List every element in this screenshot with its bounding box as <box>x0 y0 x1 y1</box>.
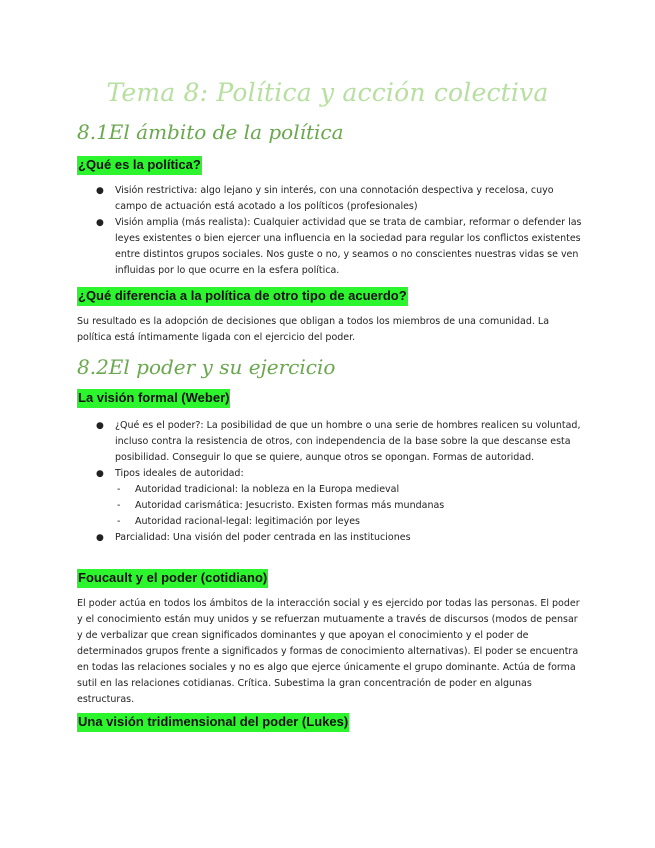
section-heading-politica: 8.1El ámbito de la política <box>77 120 344 144</box>
subheading-lukes: Una visión tridimensional del poder (Lukes) <box>77 713 349 732</box>
section-heading-poder: 8.2El poder y su ejercicio <box>77 355 336 379</box>
document-title: Tema 8: Política y acción colectiva <box>106 78 549 107</box>
list-item <box>77 215 582 279</box>
bullet-list-weber <box>77 418 582 546</box>
bullet-marker: ● <box>96 186 104 196</box>
sub-list-item-text: Autoridad racional-legal: legitimación por leyes <box>135 516 360 527</box>
paragraph-foucault: El poder actúa en todos los ámbitos de la interacción social y es ejercido por todas las personas. El poder y el conocimiento están muy unidos y se refuerzan mutuamente a través de discursos (modos de pensar y de verbalizar que crean significados dominantes y que apoyan el conocimiento y el poder de determinados grupos frente a significados y formas de conocimiento alternativas). El poder se encuentra en todas las relaciones sociales y no es algo que ejerce únicamente el grupo dominante. Actúa de forma sutil en las relaciones cotidianas. Crítica. Subestima la gran concentración de poder en algunas estructuras. <box>77 598 580 705</box>
list-item-text: Visión restrictiva: algo lejano y sin interés, con una connotación despectiva y recelosa, cuyo campo de actuación está acotado a los políticos (profesionales) <box>115 185 554 212</box>
subheading-foucault: Foucault y el poder (cotidiano) <box>77 569 268 588</box>
subheading-diferencia-politica: ¿Qué diferencia a la política de otro tipo de acuerdo? <box>77 287 408 306</box>
sub-list-item-text: Autoridad carismática: Jesucristo. Existen formas más mundanas <box>135 500 445 511</box>
paragraph-diferencia: Su resultado es la adopción de decisiones que obligan a todos los miembros de una comunidad. La política está íntimamente ligada con el ejercicio del poder. <box>77 316 550 343</box>
dash-marker: - <box>117 500 121 511</box>
subheading-weber: La visión formal (Weber) <box>77 389 230 408</box>
dash-marker: - <box>117 484 121 495</box>
list-item-text: Tipos ideales de autoridad: <box>115 468 244 479</box>
sub-list-item <box>77 498 582 514</box>
list-item-text: Parcialidad: Una visión del poder centrada en las instituciones <box>115 532 411 543</box>
bullet-list-politica <box>77 183 582 279</box>
list-item <box>77 466 582 482</box>
list-item <box>77 530 582 546</box>
sub-list-item-text: Autoridad tradicional: la nobleza en la Europa medieval <box>135 484 400 495</box>
subheading-que-es-politica: ¿Qué es la política? <box>77 156 202 175</box>
list-item-text: ¿Qué es el poder?: La posibilidad de que un hombre o una serie de hombres realicen su voluntad, incluso contra la resistencia de otros, con independencia de la base sobre la que descanse esta posibilidad. Conseguir lo que se quiere, aunque otros se opongan. Formas de autoridad. <box>115 420 581 463</box>
bullet-marker: ● <box>96 469 104 479</box>
list-item <box>77 418 582 466</box>
bullet-marker: ● <box>96 421 104 431</box>
list-item <box>77 183 582 215</box>
bullet-marker: ● <box>96 533 104 543</box>
list-item-text: Visión amplia (más realista): Cualquier actividad que se trata de cambiar, reformar o defender las leyes existentes o bien ejercer una influencia en la sociedad para regular los conflictos existentes entre distintos grupos sociales. Nos guste o no, y seamos o no conscientes nuestras vidas se ven influidas por lo que ocurre en la esfera política. <box>115 217 582 276</box>
dash-marker: - <box>117 516 121 527</box>
bullet-marker: ● <box>96 218 104 228</box>
sub-list-item <box>77 514 582 530</box>
sub-list-item <box>77 482 582 498</box>
